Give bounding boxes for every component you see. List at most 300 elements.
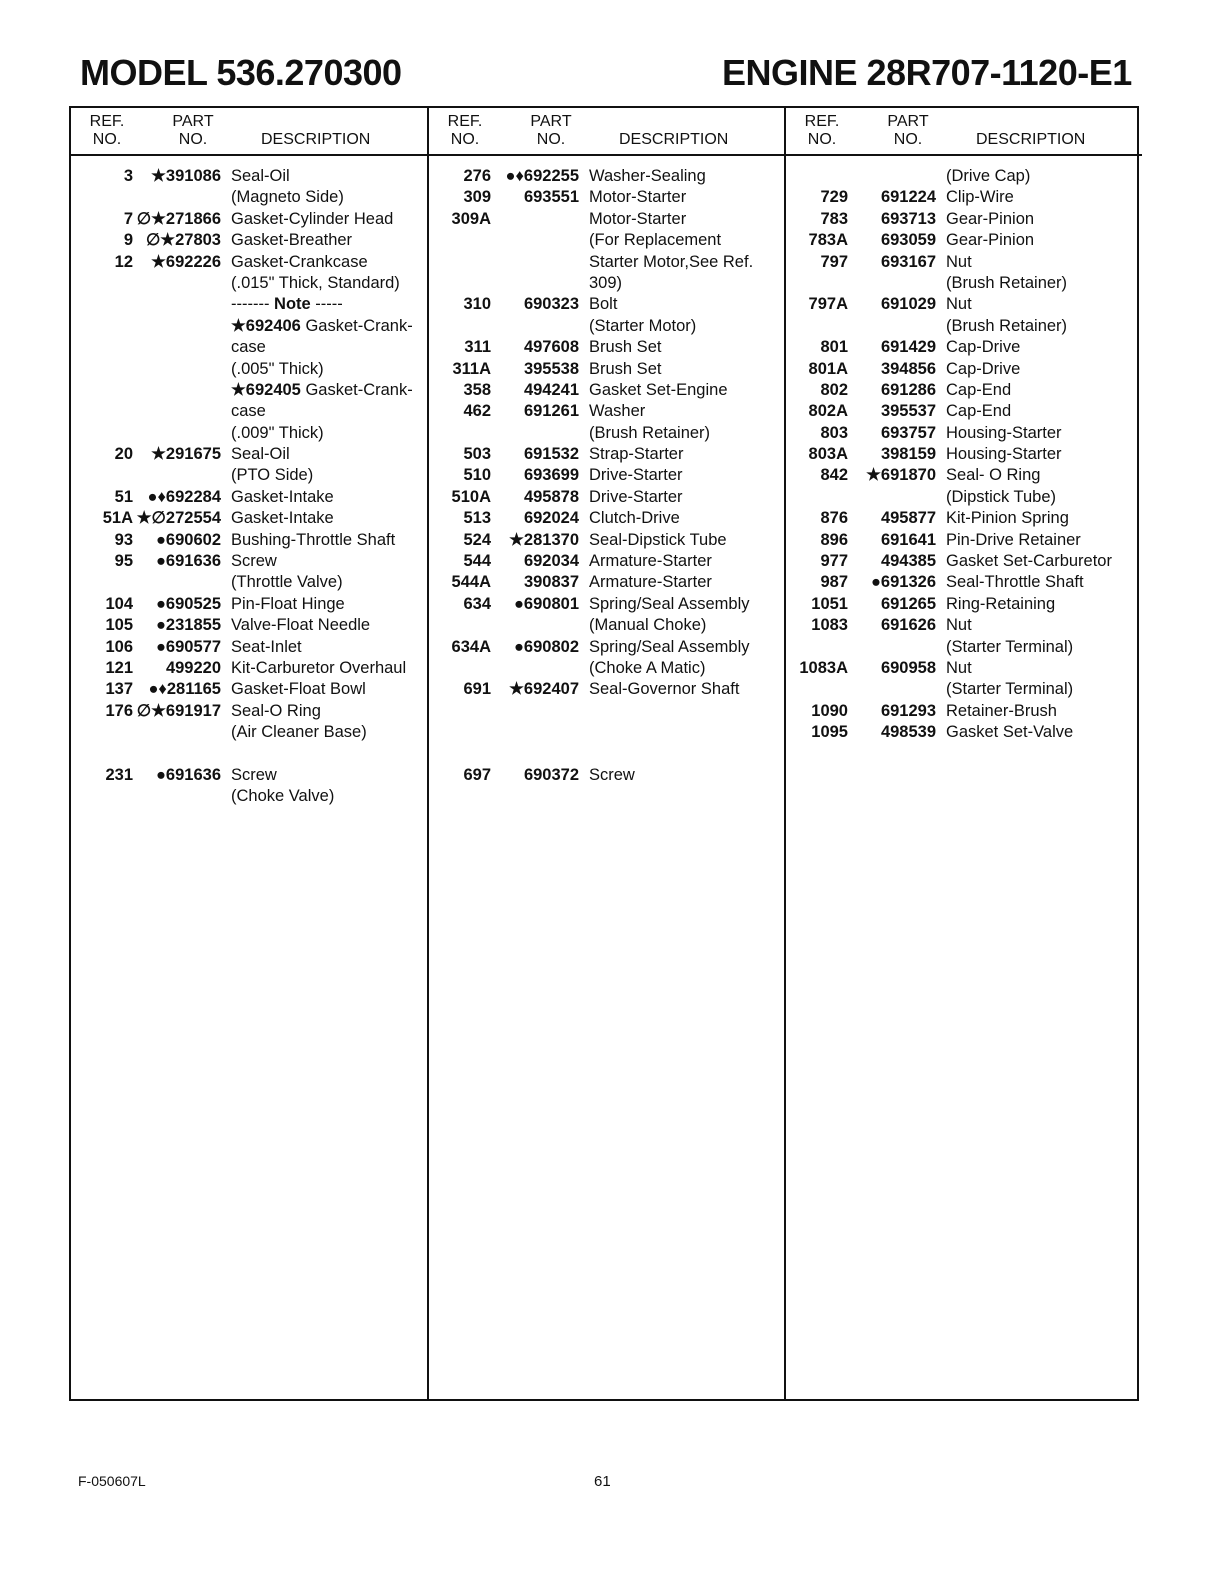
description-cell: (Brush Retainer) [946,273,1068,292]
table-row [786,209,1142,230]
ref-no-cell: 634A [451,637,491,656]
part-no-cell: 494241 [523,380,579,399]
part-no-cell: 690372 [523,765,579,784]
footer-code: F-050607L [78,1473,146,1489]
table-row [786,166,1142,187]
ref-no-cell: 510A [451,487,491,506]
part-no-cell: 691224 [880,188,936,207]
description-cell: Nut [946,295,972,314]
part-no-cell: ●690602 [155,530,221,549]
description-cell: Armature-Starter [589,552,712,571]
table-row [71,337,427,358]
ref-no-cell: 309A [451,209,491,228]
description-cell: Nut [946,658,972,677]
ref-no-cell: 1090 [811,701,848,720]
ref-no-cell: 783A [808,231,848,250]
table-row [71,273,427,294]
table-row [71,594,427,615]
page-number: 61 [594,1473,611,1490]
part-no-header: PART NO. [887,113,929,148]
table-row [786,658,1142,679]
part-no-cell: ∅★27803 [145,231,221,250]
table-row [786,380,1142,401]
description-cell: Gasket-Breather [231,231,353,250]
description-cell: Gasket Set-Carburetor [946,552,1112,571]
table-row [786,615,1142,636]
table-row [71,615,427,636]
table-row [429,230,785,251]
description-cell: Kit-Carburetor Overhaul [231,658,407,677]
description-cell: (Starter Terminal) [946,637,1074,656]
table-row [429,401,785,422]
table-row [71,209,427,230]
table-row [429,166,785,187]
table-row [71,230,427,251]
part-no-cell: 693713 [880,209,936,228]
ref-no-cell: 1083 [811,616,848,635]
table-row [786,487,1142,508]
description-cell: Drive-Starter [589,487,683,506]
part-no-cell: ●690525 [155,594,221,613]
part-no-cell: ★691870 [866,466,936,485]
table-row [429,187,785,208]
description-cell: Washer [589,402,646,421]
ref-no-cell: 311 [464,338,491,357]
description-cell: Ring-Retaining [946,594,1056,613]
description-cell: Screw [231,552,277,571]
table-row [786,594,1142,615]
table-row [786,551,1142,572]
part-no-cell: ●♦692284 [147,487,221,506]
description-cell: Motor-Starter [589,188,687,207]
part-no-cell: 693757 [880,423,936,442]
description-cell: Retainer-Brush [946,701,1057,720]
row-spacer [429,701,785,722]
ref-no-cell: 802A [808,402,848,421]
description-cell: Cap-Drive [946,338,1021,357]
table-row [786,230,1142,251]
ref-no-cell: 310 [463,295,491,314]
description-cell: (Magneto Side) [231,188,344,207]
ref-no-cell: 1095 [811,723,848,742]
ref-no-cell: 876 [820,509,848,528]
table-row [786,465,1142,486]
description-cell: Spring/Seal Assembly [589,594,750,613]
description-cell: Pin-Float Hinge [231,594,345,613]
ref-no-cell: 276 [463,167,491,185]
table-row [429,444,785,465]
parts-rows [429,166,785,786]
ref-no-cell: 503 [463,445,491,464]
ref-no-cell: 803 [820,423,848,442]
table-row [71,252,427,273]
description-cell: (For Replacement [589,231,722,250]
part-no-cell: ★291675 [151,445,221,464]
ref-no-cell: 697 [463,765,491,784]
description-cell: Gasket-Intake [231,487,334,506]
description-cell: Nut [946,616,972,635]
part-no-cell: 691286 [880,380,936,399]
ref-no-cell: 311A [452,359,491,378]
description-cell: case [231,338,266,357]
description-cell: ★692406 Gasket-Crank- [231,316,413,335]
description-cell: ------- Note ----- [231,295,343,314]
description-cell: Pin-Drive Retainer [946,530,1081,549]
table-row [71,166,427,187]
ref-no-cell: 544A [451,573,491,592]
part-no-cell: ●♦281165 [148,680,221,699]
description-cell: Screw [231,765,277,784]
description-cell: Screw [589,765,635,784]
table-row [786,337,1142,358]
part-no-cell: 395537 [880,402,936,421]
table-row [71,380,427,401]
ref-no-cell: 20 [114,445,133,464]
description-cell: (Brush Retainer) [589,423,711,442]
part-no-cell: ●691636 [155,552,221,571]
description-cell: Starter Motor,See Ref. [589,252,754,271]
part-no-cell: ●690801 [513,594,579,613]
description-cell: Clutch-Drive [589,509,680,528]
table-row [786,273,1142,294]
table-row [71,294,427,315]
table-row [71,508,427,529]
table-row [71,679,427,700]
table-row [786,359,1142,380]
part-no-cell: 690958 [880,658,936,677]
ref-no-cell: 309 [463,188,491,207]
table-row [429,679,785,700]
part-no-cell: ★391086 [151,167,221,185]
table-row [71,359,427,380]
part-no-cell: 691029 [880,295,936,314]
part-no-cell: 394856 [880,359,936,378]
part-no-cell: ●♦692255 [505,167,579,185]
description-cell: 309) [589,273,623,292]
description-cell: Seal-Throttle Shaft [946,573,1084,592]
row-spacer [429,722,785,743]
ref-no-cell: 9 [123,231,133,250]
part-no-header: PART NO. [530,113,572,148]
ref-no-header: REF. NO. [447,113,483,148]
description-cell: (Brush Retainer) [946,316,1068,335]
description-cell: case [231,402,266,421]
part-no-cell: 398159 [880,445,936,464]
ref-no-cell: 691 [463,680,491,699]
description-cell: Gasket-Float Bowl [231,680,366,699]
description-cell: Motor-Starter [589,209,687,228]
part-no-cell: 495878 [523,487,579,506]
ref-no-cell: 3 [123,167,133,185]
description-cell: Gear-Pinion [946,209,1035,228]
table-row [71,423,427,444]
ref-no-cell: 105 [105,616,133,635]
ref-no-cell: 51A [102,509,133,528]
description-cell: Gasket Set-Engine [589,380,728,399]
table-row [71,444,427,465]
parts-table [69,106,1139,1401]
part-no-cell: 395538 [523,359,579,378]
table-row [71,786,427,807]
ref-no-cell: 51 [114,487,133,506]
description-cell: Gasket-Cylinder Head [231,209,394,228]
part-no-cell: 495877 [880,509,936,528]
ref-no-cell: 801 [820,338,848,357]
description-cell: Seat-Inlet [231,637,302,656]
part-no-cell: 390837 [523,573,579,592]
ref-no-cell: 358 [463,380,491,399]
description-cell: Gasket-Intake [231,509,334,528]
ref-no-cell: 544 [463,552,491,571]
table-row [71,658,427,679]
table-row [429,423,785,444]
table-row [429,658,785,679]
parts-rows [71,166,427,808]
part-no-cell: ★692226 [151,252,221,271]
part-no-cell: ★281370 [509,530,579,549]
description-cell: Seal-O Ring [231,701,321,720]
description-cell: Seal- O Ring [946,466,1041,485]
table-row [429,530,785,551]
description-cell: (.009" Thick) [231,423,324,442]
part-no-header: PART NO. [172,113,214,148]
row-spacer [429,744,785,765]
part-no-cell: ∅★271866 [136,209,221,228]
table-row [71,187,427,208]
description-cell: Seal-Governor Shaft [589,680,740,699]
description-cell: Clip-Wire [946,188,1014,207]
part-no-cell: 693699 [523,466,579,485]
ref-no-cell: 462 [463,402,491,421]
table-row [71,637,427,658]
parts-column-2 [427,108,785,1399]
table-row [786,530,1142,551]
part-no-cell: 494385 [880,552,936,571]
table-row [429,508,785,529]
table-row [429,337,785,358]
table-row [429,380,785,401]
part-no-cell: 691626 [880,616,936,635]
part-no-cell: 692024 [523,509,579,528]
ref-no-cell: 1083A [799,658,848,677]
description-cell: Bolt [589,295,618,314]
description-cell: Strap-Starter [589,445,684,464]
description-cell: Gasket Set-Valve [946,723,1074,742]
ref-no-cell: 7 [123,209,133,228]
table-row [786,508,1142,529]
description-cell: (Choke Valve) [231,787,335,806]
part-no-cell: ●690802 [513,637,579,656]
table-row [786,252,1142,273]
row-spacer [71,744,427,765]
table-row [786,401,1142,422]
description-cell: Seal-Dipstick Tube [589,530,727,549]
description-cell: (Dipstick Tube) [946,487,1057,506]
table-row [429,615,785,636]
table-row [429,209,785,230]
ref-no-cell: 1051 [811,594,848,613]
table-row [71,401,427,422]
part-no-cell: 691641 [880,530,936,549]
ref-no-cell: 987 [820,573,848,592]
description-cell: Seal-Oil [231,445,290,464]
part-no-cell: 690323 [523,295,579,314]
description-cell: Drive-Starter [589,466,683,485]
description-cell: Brush Set [589,338,662,357]
table-row [71,530,427,551]
description-cell: (.005" Thick) [231,359,324,378]
description-cell: (Manual Choke) [589,616,707,635]
table-row [71,765,427,786]
ref-no-cell: 802 [820,380,848,399]
ref-no-cell: 95 [114,552,133,571]
ref-no-cell: 12 [114,252,133,271]
description-cell: Housing-Starter [946,445,1062,464]
ref-no-header: REF. NO. [804,113,840,148]
description-cell: Valve-Float Needle [231,616,371,635]
description-cell: Brush Set [589,359,662,378]
part-no-cell: 693167 [880,252,936,271]
description-cell: Seal-Oil [231,167,290,185]
table-row [786,187,1142,208]
description-cell: (.015" Thick, Standard) [231,273,400,292]
ref-no-cell: 797A [808,295,848,314]
description-cell: (Starter Motor) [589,316,697,335]
part-no-cell: 692034 [523,552,579,571]
ref-no-cell: 977 [820,552,848,571]
ref-no-cell: 797 [820,252,848,271]
description-header: DESCRIPTION [619,131,729,148]
part-no-cell: 691261 [523,402,579,421]
table-row [429,551,785,572]
table-row [786,679,1142,700]
description-cell: (Starter Terminal) [946,680,1074,699]
part-no-cell: 497608 [523,338,579,357]
ref-no-cell: 803A [808,445,848,464]
description-header: DESCRIPTION [261,131,371,148]
table-row [429,465,785,486]
table-row [786,294,1142,315]
table-row [429,487,785,508]
parts-rows [786,166,1142,744]
part-no-cell: 693059 [880,231,936,250]
description-cell: Housing-Starter [946,423,1062,442]
ref-no-cell: 121 [105,658,133,677]
ref-no-cell: 137 [105,680,133,699]
part-no-cell: 499220 [165,658,221,677]
part-no-cell: 498539 [880,723,936,742]
table-row [71,701,427,722]
description-cell: (Drive Cap) [946,167,1031,185]
part-no-cell: ●690577 [155,637,221,656]
ref-no-cell: 783 [820,209,848,228]
table-row [786,572,1142,593]
part-no-cell: ∅★691917 [136,701,221,720]
ref-no-cell: 176 [105,701,133,720]
part-no-cell: 691293 [880,701,936,720]
description-cell: Cap-End [946,402,1012,421]
table-row [71,572,427,593]
table-row [429,637,785,658]
table-row [786,423,1142,444]
description-cell: Spring/Seal Assembly [589,637,750,656]
description-cell: Cap-End [946,380,1012,399]
column-header [429,108,785,156]
description-cell: Kit-Pinion Spring [946,509,1069,528]
column-header [786,108,1142,156]
table-row [786,637,1142,658]
description-cell: (Choke A Matic) [589,658,706,677]
engine-title: ENGINE 28R707-1120-E1 [722,52,1132,93]
table-row [786,722,1142,743]
part-no-cell: ●231855 [155,616,221,635]
description-cell: (PTO Side) [231,466,314,485]
ref-no-cell: 510 [463,466,491,485]
table-row [71,551,427,572]
part-no-cell: ●691326 [870,573,936,592]
description-cell: ★692405 Gasket-Crank- [231,380,413,399]
table-row [71,465,427,486]
table-row [786,701,1142,722]
ref-no-cell: 524 [463,530,491,549]
table-row [429,359,785,380]
table-row [429,572,785,593]
description-cell: Washer-Sealing [589,167,706,185]
column-header [71,108,427,156]
table-row [786,316,1142,337]
table-row [429,594,785,615]
description-header: DESCRIPTION [976,131,1086,148]
model-title: MODEL 536.270300 [80,52,402,93]
ref-no-cell: 104 [105,594,133,613]
description-cell: (Air Cleaner Base) [231,723,367,742]
ref-no-cell: 231 [105,765,133,784]
ref-no-cell: 801A [808,359,848,378]
ref-no-cell: 513 [463,509,491,528]
description-cell: (Throttle Valve) [231,573,343,592]
ref-no-cell: 106 [105,637,133,656]
table-row [429,294,785,315]
ref-no-cell: 729 [820,188,848,207]
table-row [786,444,1142,465]
parts-column-3 [784,108,1142,1399]
part-no-cell: ★∅272554 [136,509,221,528]
ref-no-cell: 842 [820,466,848,485]
table-row [71,722,427,743]
description-cell: Gasket-Crankcase [231,252,368,271]
table-row [429,252,785,273]
description-cell: Gear-Pinion [946,231,1035,250]
table-row [429,316,785,337]
description-cell: Nut [946,252,972,271]
description-cell: Cap-Drive [946,359,1021,378]
part-no-cell: 693551 [523,188,579,207]
part-no-cell: ●691636 [155,765,221,784]
table-row [429,273,785,294]
ref-no-header: REF. NO. [89,113,125,148]
part-no-cell: 691429 [880,338,936,357]
ref-no-cell: 93 [114,530,133,549]
ref-no-cell: 634 [463,594,491,613]
table-row [71,316,427,337]
parts-column-1 [71,108,427,1399]
table-row [429,765,785,786]
table-row [71,487,427,508]
part-no-cell: ★692407 [509,680,579,699]
description-cell: Bushing-Throttle Shaft [231,530,396,549]
part-no-cell: 691532 [523,445,579,464]
part-no-cell: 691265 [880,594,936,613]
